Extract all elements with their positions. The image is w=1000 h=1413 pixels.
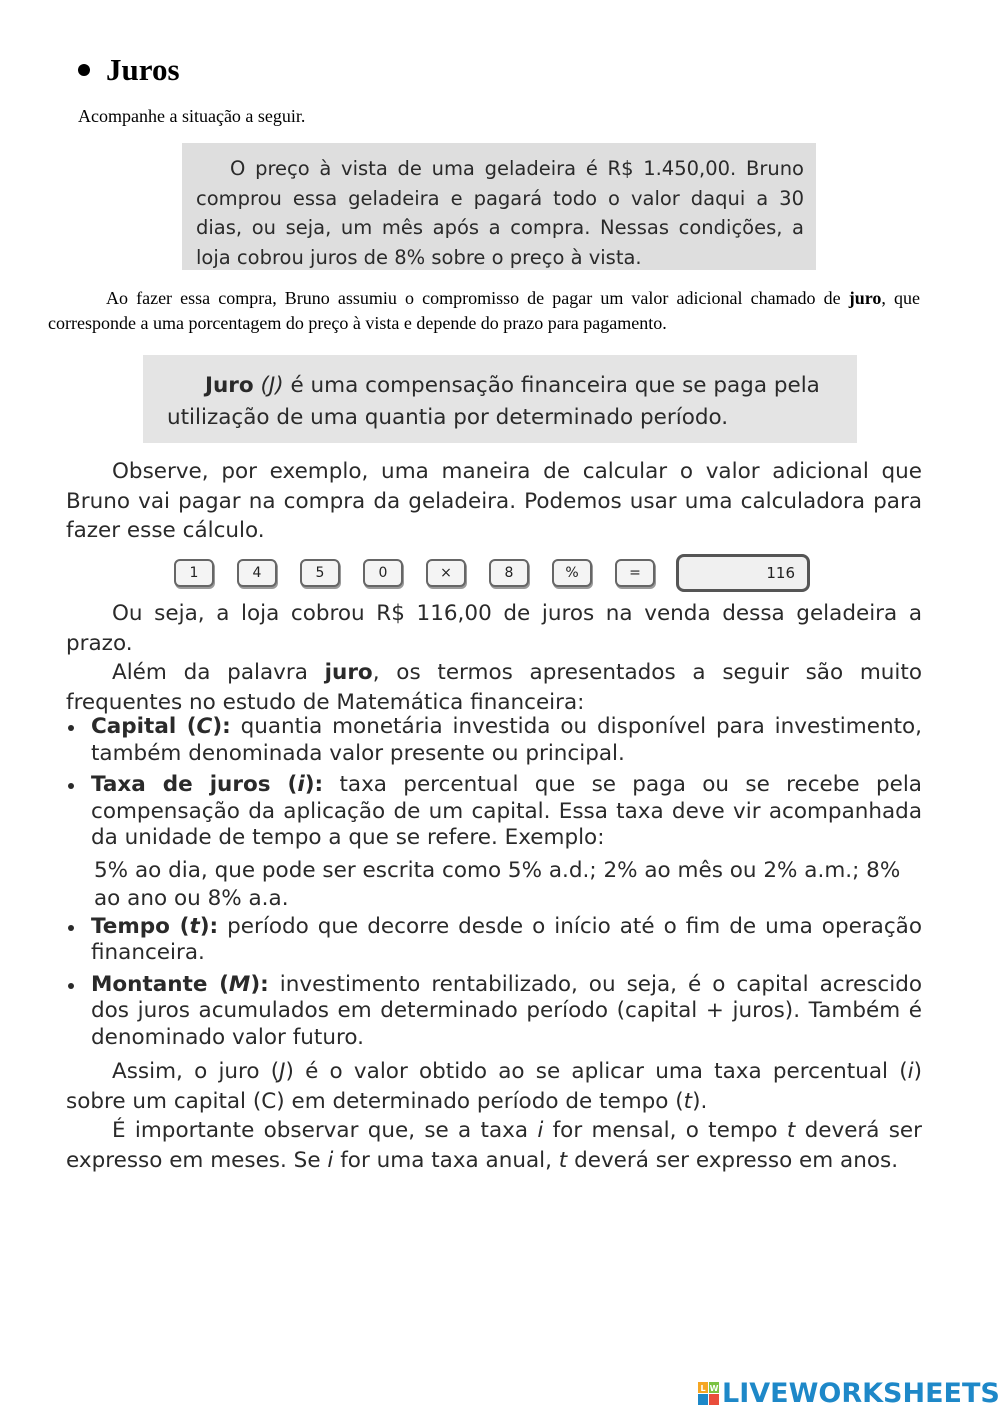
- terms-intro-text: Além da palavra: [112, 660, 325, 685]
- section-title: Juros: [106, 52, 180, 87]
- term-close: ):: [212, 714, 231, 739]
- term-label: Taxa de juros (: [91, 772, 298, 797]
- explanation-text-end: , que corresponde a uma porcentagem do preço à vista e depende do prazo para pagamento.: [48, 288, 920, 333]
- term-close: ):: [250, 971, 269, 997]
- result-paragraph: Ou seja, a loja cobrou R$ 116,00 de juros na venda dessa geladeira a prazo.: [66, 601, 922, 656]
- term-symbol: t: [189, 913, 200, 939]
- term-symbol: i: [297, 772, 305, 797]
- bullet-icon: [68, 925, 74, 931]
- term-label: Tempo (: [91, 913, 190, 939]
- explanation-paragraph: [48, 286, 920, 335]
- closing-block: [66, 1057, 922, 1175]
- calc-key-8: 8: [489, 559, 529, 587]
- list-item-montante: [66, 972, 922, 1052]
- situation-box: O preço à vista de uma geladeira é R$ 1.450,00. Bruno comprou essa geladeira e pagará todo o valor daqui a 30 dias, ou seja, um mês após a compra. Nessas condições, a loja cobrou juros de 8% sobre o preço à vista.: [182, 143, 816, 270]
- svg-text:W: W: [709, 1383, 719, 1393]
- term-label: Montante (: [91, 971, 229, 997]
- observe-block: [66, 457, 922, 546]
- list-item-capital: [66, 714, 922, 767]
- definition-box: [143, 355, 857, 443]
- bullet-icon: [78, 64, 90, 76]
- term-text: investimento rentabilizado, ou seja, é o capital acrescido dos juros acumulados em determinado período (capital + juros). Também é denominado valor futuro.: [91, 971, 922, 1050]
- result-block: [66, 599, 922, 717]
- calc-display: 116: [676, 554, 810, 592]
- closing-paragraph-1: Assim, o juro (J) é o valor obtido ao se aplicar uma taxa percentual (i) sobre um capital (C) em determinado período de tempo (t).: [66, 1059, 922, 1114]
- terms-intro: [66, 658, 922, 717]
- term-symbol: C: [196, 714, 213, 739]
- term-text: taxa percentual que se paga ou se recebe pela compensação da aplicação de um capital. Essa taxa deve vir acompanhada da unidade de tempo a que se refere. Exemplo:: [91, 772, 922, 850]
- term-text: período que decorre desde o início até o fim de uma operação financeira.: [91, 913, 922, 965]
- closing-paragraph-2: É importante observar que, se a taxa i for mensal, o tempo t deverá ser expresso em meses. Se i for uma taxa anual, t deverá ser expresso em anos.: [66, 1118, 923, 1173]
- term-symbol: M: [228, 971, 251, 997]
- definition-term: Juro: [205, 373, 254, 398]
- bullet-icon: [68, 983, 74, 989]
- definition-symbol: (J): [260, 373, 284, 398]
- terms-list: [66, 714, 922, 1051]
- list-item-tempo: [66, 914, 922, 967]
- explanation-bold-term: juro: [848, 288, 882, 308]
- section-heading: [78, 52, 180, 88]
- calc-key-multiply: ×: [426, 559, 466, 587]
- calculator-sequence: [174, 554, 810, 592]
- calc-key-1: 1: [174, 559, 214, 587]
- terms-intro-bold: juro: [324, 660, 373, 685]
- calc-key-5: 5: [300, 559, 340, 587]
- calc-key-0: 0: [363, 559, 403, 587]
- term-close: ):: [304, 772, 324, 797]
- term-close: ):: [199, 913, 219, 939]
- bullet-icon: [68, 783, 74, 789]
- explanation-text: Ao fazer essa compra, Bruno assumiu o compromisso de pagar um valor adicional chamado de: [106, 288, 849, 308]
- list-item-taxa: [66, 772, 922, 852]
- observe-paragraph: Observe, por exemplo, uma maneira de calcular o valor adicional que Bruno vai pagar na compra da geladeira. Podemos usar uma calculadora para fazer esse cálculo.: [66, 459, 922, 543]
- liveworksheets-logo: [698, 1378, 1000, 1409]
- calc-key-4: 4: [237, 559, 277, 587]
- calc-key-percent: %: [552, 559, 592, 587]
- term-text: quantia monetária investida ou disponível para investimento, também denominada valor presente ou principal.: [91, 714, 922, 766]
- bullet-icon: [68, 725, 74, 731]
- term-label: Capital (: [91, 714, 197, 739]
- intro-text: Acompanhe a situação a seguir.: [78, 106, 306, 126]
- calc-key-equals: =: [615, 559, 655, 587]
- svg-text:L: L: [700, 1383, 706, 1393]
- rate-example: 5% ao dia, que pode ser escrita como 5% a.d.; 2% ao mês ou 2% a.m.; 8% ao ano ou 8% a.a.: [94, 857, 901, 911]
- terms-intro-text-end: , os termos apresentados a seguir são muito frequentes no estudo de Matemática financeira:: [66, 660, 922, 715]
- liveworksheets-logo-text: LIVEWORKSHEETS: [722, 1378, 1000, 1409]
- definition-text: é uma compensação financeira que se paga pela utilização de uma quantia por determinado período.: [167, 373, 820, 430]
- liveworksheets-logo-icon: [698, 1382, 720, 1406]
